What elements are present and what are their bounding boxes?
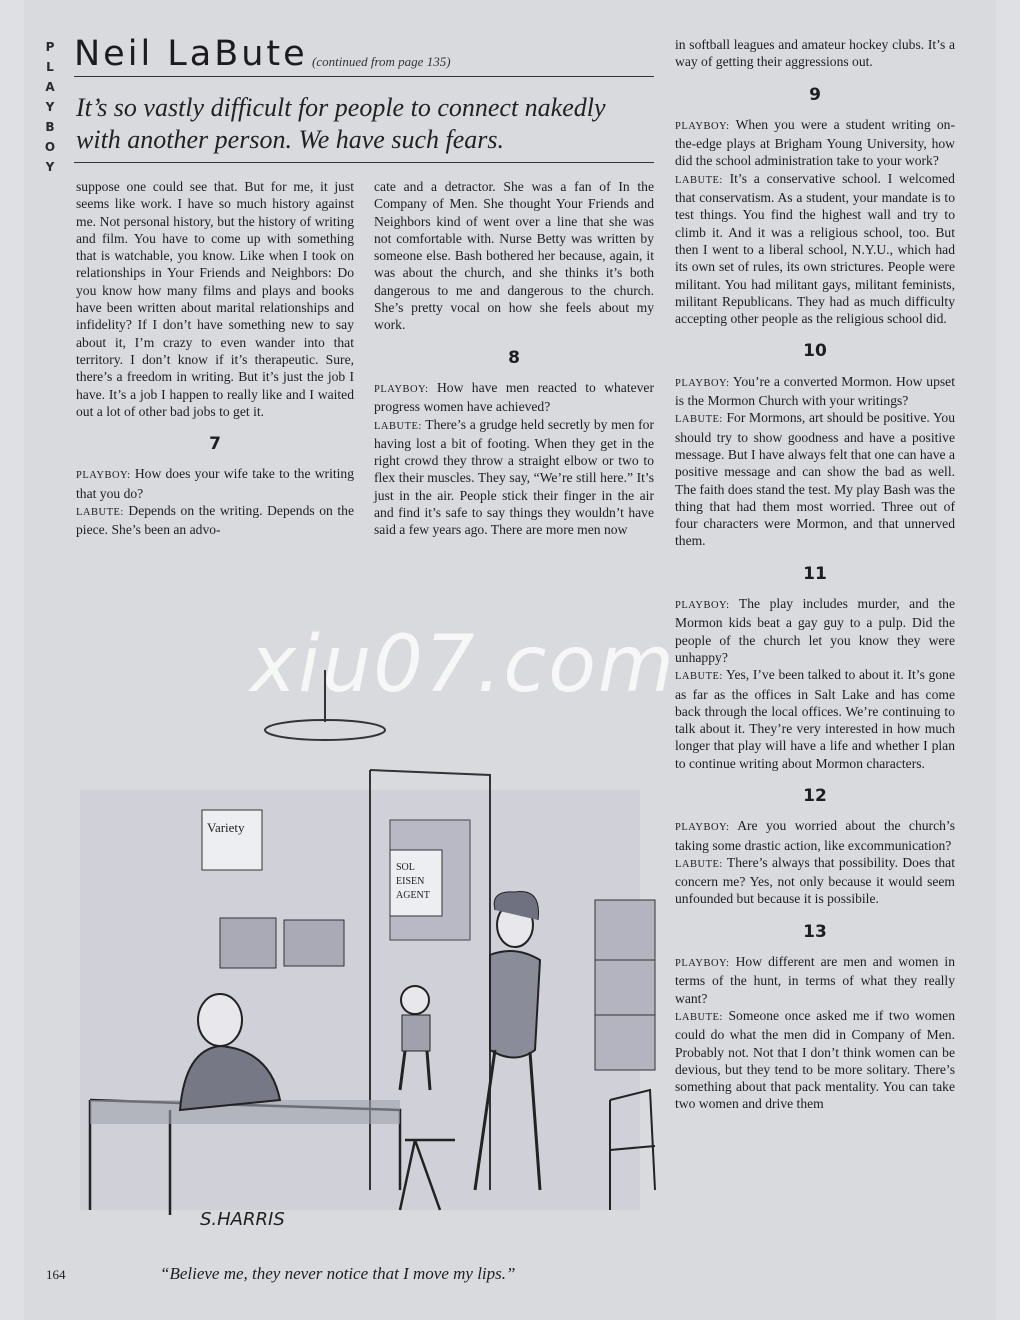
question-number: 8 <box>508 347 520 368</box>
agent-head <box>198 994 242 1046</box>
speaker-tag: LABUTE: <box>675 414 723 426</box>
answer <box>76 502 354 539</box>
question <box>675 953 955 1007</box>
speaker-tag: PLAYBOY: <box>675 822 730 834</box>
spine-letter: B <box>45 120 55 134</box>
variety-poster-text: Variety <box>207 820 245 835</box>
question-text: You’re a converted Mormon. How upset is the Mormon Church with your writings? <box>675 373 955 409</box>
column-1 <box>76 178 354 539</box>
spine-letter: L <box>46 60 54 74</box>
answer-text: There’s a grudge held secretly by men for having lost a bit of footing. When they get in the right crowd they throw a straight elbow or two to flex their muscles. They say, “We’re still here.” It’s just in the air. People stick their finger in the air and find it’s safe to say things they wouldn’t have said a few years ago. There are more men now <box>374 416 655 538</box>
continued-note: (continued from page 135) <box>312 54 451 69</box>
question-text: How different are men and women in terms of the hunt, in terms of what they really want? <box>675 954 955 1006</box>
answer-text: Yes, I’ve been talked to about it. It’s gone as far as the offices in Salt Lake and has come back through the local offices. We’re continuing to talk about it. They’re very interested in how much longer that play will have a life and whether I plan to continue writing about Mormon characters. <box>675 667 955 771</box>
woman-body <box>490 951 540 1058</box>
answer-text: It’s a conservative school. I welcomed that conservatism. As a student, your mandate is to test things. You find the highest wall and try to climb it. And it was a religious school, too. But then I went to a liberal school, N.Y.U., which had its own set of rules, its own strictures. People were militant. You had militant gays, militant feminists, militant Republicans. They had as much difficulty accepting other people as the religious school did. <box>675 170 955 327</box>
question-text: The play includes murder, and the Mormon kids beat a gay guy to a pulp. Did the people of the church let you know they were unhappy? <box>675 596 955 665</box>
speaker-tag: PLAYBOY: <box>675 600 730 612</box>
answer <box>675 170 955 328</box>
wall-shade <box>80 790 640 1210</box>
page-number: 164 <box>46 1267 66 1282</box>
question <box>675 595 955 666</box>
answer <box>675 1007 955 1113</box>
speaker-tag: LABUTE: <box>675 671 723 683</box>
question-number: 12 <box>803 785 827 806</box>
question-number: 9 <box>809 84 821 105</box>
question-text: Are you worried about the church’s taking some drastic action, like excommunication? <box>675 818 955 853</box>
speaker-tag: PLAYBOY: <box>675 120 730 132</box>
header-rule <box>74 76 654 77</box>
question-number: 7 <box>209 434 221 455</box>
dummy-body <box>402 1015 430 1051</box>
answer <box>675 666 955 772</box>
spine-letter: O <box>44 140 56 154</box>
answer <box>374 416 654 539</box>
agent-sign-text: EISEN <box>396 876 425 887</box>
speaker-tag: LABUTE: <box>76 507 124 519</box>
question <box>374 379 654 416</box>
framed-picture <box>284 920 344 966</box>
speaker-tag: PLAYBOY: <box>76 470 131 482</box>
question-text: How have men reacted to whatever progress women have achieved? <box>374 379 654 415</box>
variety-poster <box>202 810 262 870</box>
answer <box>675 409 955 549</box>
spine-label <box>40 40 60 180</box>
speaker-tag: PLAYBOY: <box>374 383 429 395</box>
answer-text: There’s always that possibility. Does that concern me? Yes, not only because it would seem unfounded but because it is possibile. <box>675 854 955 907</box>
framed-picture <box>220 918 276 968</box>
answer-text: Depends on the writing. Depends on the piece. She’s been an advo- <box>76 503 354 538</box>
cartoon-caption: “Believe me, they never notice that I move my lips.” <box>160 1264 516 1283</box>
spine-letter: P <box>45 40 55 54</box>
agent-sign-text: SOL <box>396 862 415 873</box>
question-text: When you were a student writing on-the-edge plays at Brigham Young University, how did the school administration take to your work? <box>675 116 955 169</box>
question-text: How does your wife take to the writing that you do? <box>76 466 354 501</box>
answer-text: For Mormons, art should be positive. You should try to show goodness and have a positive message. But I have always felt that one can have a positive message and can show the bad as well. The faith does stand the test. My play Bash was the thing that had them most worried. Three out of four characters were Mormon, and that unnerved them. <box>675 410 956 549</box>
question-number: 11 <box>803 563 827 584</box>
spine-letter: Y <box>45 160 55 174</box>
speaker-tag: LABUTE: <box>374 420 422 432</box>
artist-signature: S.HARRIS <box>200 1209 285 1230</box>
spine-letter: Y <box>45 100 55 114</box>
agent-sign-text: AGENT <box>396 890 430 901</box>
column-3 <box>675 36 955 1113</box>
lamp-shade <box>265 720 385 740</box>
question-number: 10 <box>803 341 827 362</box>
watermark: xiu07.com <box>250 620 676 710</box>
speaker-tag: PLAYBOY: <box>675 958 730 970</box>
answer-text: Someone once asked me if two women could do what the men did in Company of Men. Probably not. Not that I don’t think women can be devious, but they tend to be more solitary. There’s something about that pack mentality. You can take two women and drive them <box>675 1007 955 1112</box>
cartoon-illustration <box>70 670 670 1250</box>
dummy-head <box>401 986 429 1014</box>
speaker-tag: LABUTE: <box>675 174 723 186</box>
paragraph: in softball leagues and amateur hockey clubs. It’s a way of getting their aggressions out. <box>675 37 955 70</box>
question <box>675 116 955 170</box>
paragraph: cate and a detractor. She was a fan of In the Company of Men. She thought Your Friends and Neighbors kind of went over a line that she was not comfortable with. Nurse Betty was written by someone else. Bash bothered her because, again, it was about the church, and she thinks it’s both dangerous to me and dangerous to the church. She’s pretty vocal on how she feels about my work. <box>374 179 654 333</box>
answer <box>675 854 955 908</box>
filing-cabinet <box>595 900 655 1070</box>
question <box>675 817 955 854</box>
spine-letter: A <box>45 80 55 94</box>
speaker-tag: LABUTE: <box>675 858 723 870</box>
speaker-tag: LABUTE: <box>675 1011 723 1023</box>
column-2 <box>374 178 654 539</box>
question-number: 13 <box>803 921 827 942</box>
pull-quote: It’s so vastly difficult for people to connect nakedly with another person. We have such fears. <box>76 93 606 154</box>
question <box>76 465 354 502</box>
paragraph: suppose one could see that. But for me, it just seems like work. I have so much history against me. Not personal history, but the history of writing and film. You have to come up with something that is watchable, you know. Like when I took on relationships in Your Friends and Neighbors: Do you know how many films and plays and books have been written about marital relationships and infidelity? If I don’t have something new to say about it, I’m crazy to even wander into that territory. I don’t know if it’s therapeutic. Sure, there’s a freedom in writing. But it’s just the job I have. It’s a job I happen to really like and I waited out a lot of other bad jobs to get it. <box>76 179 354 419</box>
pull-quote-rule <box>74 162 654 163</box>
question <box>675 373 955 410</box>
article-title: Neil LaBute <box>74 34 308 74</box>
speaker-tag: PLAYBOY: <box>675 377 730 389</box>
